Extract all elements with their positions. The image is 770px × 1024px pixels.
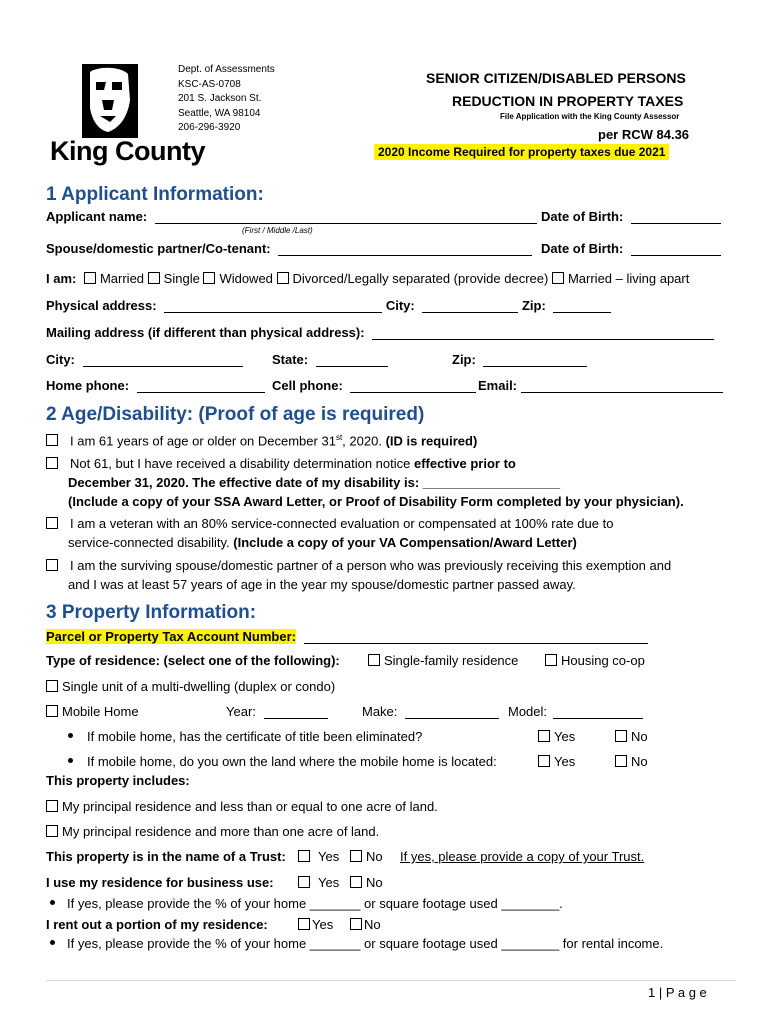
file-note: File Application with the King County Assessor (500, 112, 680, 121)
veteran-text-cont: service-connected disability. (68, 535, 230, 550)
zip-label: Zip: (521, 298, 546, 313)
business-pct-text: If yes, please provide the % of your home _______ or square footage used ________. (67, 896, 563, 911)
email-field[interactable] (521, 379, 723, 393)
includes-option-2 (46, 824, 379, 839)
city2-field[interactable] (83, 353, 243, 367)
includes-option-1 (46, 799, 438, 814)
bullet-icon (68, 733, 73, 738)
parcel-row (46, 629, 648, 644)
dob-field[interactable] (631, 210, 721, 224)
age-61-text: I am 61 years of age or older on December 31 (70, 433, 336, 449)
trust-yes-checkbox[interactable] (298, 850, 310, 862)
surviving-spouse-text: I am the surviving spouse/domestic partner of a person who was previously receiving this exemption and (70, 558, 672, 573)
coop-label: Housing co-op (561, 653, 645, 668)
parcel-label: Parcel or Property Tax Account Number: (46, 629, 296, 644)
business-row (46, 875, 274, 890)
state-row (272, 352, 388, 367)
no-label: No (366, 875, 383, 890)
mobile-home-option (46, 704, 139, 719)
bullet-icon (50, 940, 55, 945)
year-field[interactable] (264, 705, 328, 719)
zip2-label: Zip: (452, 352, 476, 367)
rent-no (350, 917, 381, 932)
age-option-3 (46, 516, 613, 531)
cell-phone-label: Cell phone: (272, 378, 343, 393)
make-label: Make: (362, 704, 398, 719)
make-field[interactable] (405, 705, 499, 719)
multi-dwelling-checkbox[interactable] (46, 680, 58, 692)
email-label: Email: (478, 378, 518, 393)
income-note: 2020 Income Required for property taxes due 2021 (374, 144, 669, 160)
rcw-reference: per RCW 84.36 (598, 127, 690, 142)
age-option-4 (46, 558, 671, 573)
mh-land-yes-checkbox[interactable] (538, 755, 550, 767)
section1-heading: 1 Applicant Information: (46, 184, 264, 205)
phone-row (46, 378, 265, 393)
spouse-row (46, 241, 532, 256)
less-acre-checkbox[interactable] (46, 800, 58, 812)
veteran-checkbox[interactable] (46, 517, 58, 529)
applicant-name-row (46, 209, 537, 224)
zip-field[interactable] (553, 299, 611, 313)
city-label: City: (385, 298, 415, 313)
coop-option (545, 653, 645, 668)
married-checkbox[interactable] (84, 272, 96, 284)
trust-note: If yes, please provide a copy of your Trust. (400, 849, 645, 864)
spouse-field[interactable] (278, 242, 532, 256)
coop-checkbox[interactable] (545, 654, 557, 666)
multi-dwelling-option (46, 679, 335, 694)
form-title-line2: REDUCTION IN PROPERTY TAXES (452, 93, 684, 109)
no-label: No (364, 917, 381, 932)
disability-date-line: December 31, 2020. The effective date of my disability is: ___________________ (68, 475, 561, 490)
city2-label: City: (46, 352, 75, 367)
yes-label: Yes (312, 917, 334, 932)
effective-prior-note: effective prior to (414, 456, 516, 471)
age-61-year: , 2020. (342, 433, 382, 449)
divorced-checkbox[interactable] (277, 272, 289, 284)
section3-heading: 3 Property Information: (46, 602, 257, 623)
va-letter-note: (Include a copy of your VA Compensation/Award Letter) (233, 535, 577, 550)
id-required-note: (ID is required) (385, 433, 478, 449)
age-option-2 (46, 456, 516, 471)
yes-label: Yes (318, 849, 340, 864)
single-label: Single (163, 271, 200, 286)
mailing-field[interactable] (372, 326, 714, 340)
rent-label: I rent out a portion of my residence: (46, 917, 268, 932)
model-field[interactable] (553, 705, 643, 719)
address-line: 206-296-3920 (178, 122, 241, 133)
name-hint: (First / Middle /Last) (242, 226, 313, 235)
rent-yes (298, 917, 333, 932)
king-county-logo (50, 60, 205, 170)
surviving-spouse-text-2: and I was at least 57 years of age in the year my spouse/domestic partner passed away. (68, 577, 576, 592)
rent-pct-text: If yes, please provide the % of your home _______ or square footage used ________ for rental income. (67, 936, 664, 951)
mailing-label: Mailing address (if different than physical address): (46, 325, 365, 340)
i-am-label: I am: (46, 271, 77, 286)
mh-title-no-checkbox[interactable] (615, 730, 627, 742)
year-label: Year: (226, 704, 256, 719)
more-acre-checkbox[interactable] (46, 825, 58, 837)
zip2-row (452, 352, 587, 367)
bullet-icon (50, 900, 55, 905)
business-pct-row (50, 896, 563, 911)
more-acre-label: My principal residence and more than one acre of land. (62, 824, 380, 839)
rent-pct-row (50, 936, 663, 951)
mh-title-text: If mobile home, has the certificate of title been eliminated? (87, 729, 423, 744)
footer-divider (46, 980, 736, 981)
age-61-checkbox[interactable] (46, 434, 58, 446)
business-label: I use my residence for business use: (46, 875, 274, 890)
business-no-checkbox[interactable] (350, 876, 362, 888)
veteran-text-2 (68, 535, 577, 550)
yes-label: Yes (554, 754, 576, 769)
home-phone-label: Home phone: (46, 378, 130, 393)
dob2-field[interactable] (631, 242, 721, 256)
rent-row (46, 917, 268, 932)
no-label: No (631, 729, 648, 744)
address-line: 201 S. Jackson St. (178, 93, 262, 104)
mh-title-question (68, 729, 422, 744)
disability-text: Not 61, but I have received a disability determination notice (70, 456, 411, 471)
no-label: No (631, 754, 648, 769)
logo-text: King County (50, 136, 205, 166)
physical-address-field[interactable] (164, 299, 382, 313)
single-family-option (368, 653, 518, 668)
trust-no (350, 849, 383, 864)
cell-phone-field[interactable] (350, 379, 476, 393)
applicant-name-field[interactable] (155, 210, 537, 224)
mh-land-no (615, 754, 648, 769)
state-label: State: (272, 352, 309, 367)
bullet-icon (68, 758, 73, 763)
multi-dwelling-label: Single unit of a multi-dwelling (duplex or condo) (62, 679, 336, 694)
yes-label: Yes (318, 875, 340, 890)
mh-land-no-checkbox[interactable] (615, 755, 627, 767)
widowed-label: Widowed (219, 271, 273, 286)
city2-row (46, 352, 243, 367)
state-field[interactable] (316, 353, 388, 367)
mh-title-no (615, 729, 648, 744)
physical-address-row (46, 298, 611, 313)
ordinal-suffix: st (335, 433, 343, 442)
address-line: KSC-AS-0708 (178, 78, 241, 90)
model-row (508, 704, 643, 719)
cell-phone-row (272, 378, 476, 393)
trust-row (46, 849, 286, 864)
dob2-row (541, 241, 721, 256)
single-family-label: Single-family residence (384, 653, 519, 668)
property-includes-label: This property includes: (46, 773, 190, 788)
mobile-home-checkbox[interactable] (46, 705, 58, 717)
yes-label: Yes (554, 729, 576, 744)
married-label: Married (99, 271, 145, 286)
veteran-text: I am a veteran with an 80% service-connected evaluation or compensated at 100% rate due to (70, 516, 614, 531)
page-number: 1 | P a g e (648, 985, 707, 1000)
zip2-field[interactable] (483, 353, 587, 367)
mh-title-yes (538, 729, 575, 744)
year-row (226, 704, 328, 719)
dept-address (178, 63, 275, 136)
business-no (350, 875, 383, 890)
mh-title-yes-checkbox[interactable] (538, 730, 550, 742)
mobile-home-label: Mobile Home (62, 704, 139, 719)
mh-land-question (68, 754, 497, 769)
single-checkbox[interactable] (148, 272, 160, 284)
address-line: Seattle, WA 98104 (178, 107, 261, 119)
single-family-checkbox[interactable] (368, 654, 380, 666)
mailing-row (46, 325, 714, 340)
disability-checkbox[interactable] (46, 457, 58, 469)
email-row (478, 378, 723, 393)
form-title-line1: SENIOR CITIZEN/DISABLED PERSONS (426, 70, 686, 86)
make-row (362, 704, 499, 719)
spouse-label: Spouse/domestic partner/Co-tenant: (46, 241, 271, 256)
applicant-name-label: Applicant name: (46, 209, 148, 224)
trust-label: This property is in the name of a Trust: (46, 849, 286, 864)
marital-status-row (46, 271, 689, 286)
living-apart-label: Married – living apart (567, 271, 690, 286)
model-label: Model: (508, 704, 548, 719)
disability-proof-note: (Include a copy of your SSA Award Letter, or Proof of Disability Form completed by your physician). (68, 494, 684, 509)
trust-no-checkbox[interactable] (350, 850, 362, 862)
physical-address-label: Physical address: (46, 298, 157, 313)
section2-heading: 2 Age/Disability: (Proof of age is required) (46, 404, 425, 425)
surviving-spouse-checkbox[interactable] (46, 559, 58, 571)
rent-yes-checkbox[interactable] (298, 918, 310, 930)
dob-label: Date of Birth: (541, 209, 624, 224)
parcel-field[interactable] (304, 630, 648, 644)
no-label: No (366, 849, 383, 864)
home-phone-field[interactable] (137, 379, 265, 393)
business-yes (298, 875, 339, 890)
mh-land-yes (538, 754, 575, 769)
city-field[interactable] (422, 299, 518, 313)
age-option-1 (46, 433, 477, 448)
living-apart-checkbox[interactable] (552, 272, 564, 284)
address-line: Dept. of Assessments (178, 64, 275, 75)
residence-type-label: Type of residence: (select one of the following): (46, 653, 340, 668)
mh-land-text: If mobile home, do you own the land where the mobile home is located: (87, 754, 497, 769)
widowed-checkbox[interactable] (203, 272, 215, 284)
business-yes-checkbox[interactable] (298, 876, 310, 888)
dob-row (541, 209, 721, 224)
rent-no-checkbox[interactable] (350, 918, 362, 930)
less-acre-label: My principal residence and less than or equal to one acre of land. (62, 799, 438, 814)
trust-yes (298, 849, 339, 864)
divorced-label: Divorced/Legally separated (provide decree) (292, 271, 549, 286)
dob2-label: Date of Birth: (541, 241, 624, 256)
residence-type-row (46, 653, 340, 668)
